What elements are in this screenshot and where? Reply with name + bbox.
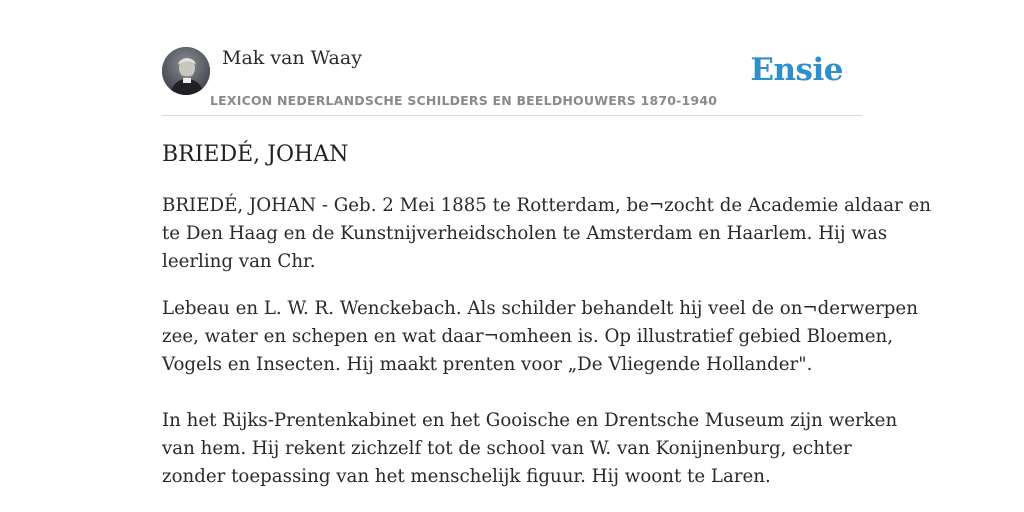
line: Vogels en Insecten. Hij maakt prenten voor „De Vliegende Hollander". [162, 354, 813, 375]
author-avatar[interactable] [162, 47, 210, 95]
article-body [162, 192, 931, 491]
paragraph-1 [162, 192, 931, 276]
line: In het Rijks-Prentenkabinet en het Gooische en Drentsche Museum zijn werken [162, 410, 898, 431]
source-lexicon[interactable]: LEXICON NEDERLANDSCHE SCHILDERS EN BEELDHOUWERS 1870-1940 [210, 93, 718, 108]
line: zee, water en schepen en wat daar¬omheen is. Op illustratief gebied Bloemen, [162, 326, 893, 347]
line: Lebeau en L. W. R. Wenckebach. Als schilder behandelt hij veel de on¬derwerpen [162, 298, 918, 319]
paragraph-2 [162, 295, 918, 379]
line: van hem. Hij rekent zichzelf tot de school van W. van Konijnenburg, echter [162, 438, 852, 459]
ensie-logo[interactable]: Ensie [750, 52, 843, 88]
line: zonder toepassing van het menschelijk figuur. Hij woont te Laren. [162, 466, 771, 487]
author-name[interactable]: Mak van Waay [222, 47, 362, 69]
portrait-icon [162, 47, 210, 95]
paragraph-3 [162, 407, 898, 491]
line: BRIEDÉ, JOHAN - Geb. 2 Mei 1885 te Rotterdam, be¬zocht de Academie aldaar en [162, 195, 931, 216]
line: leerling van Chr. [162, 251, 316, 272]
header [162, 46, 862, 116]
article-title: BRIEDÉ, JOHAN [162, 142, 349, 167]
line: te Den Haag en de Kunstnijverheidscholen te Amsterdam en Haarlem. Hij was [162, 223, 888, 244]
